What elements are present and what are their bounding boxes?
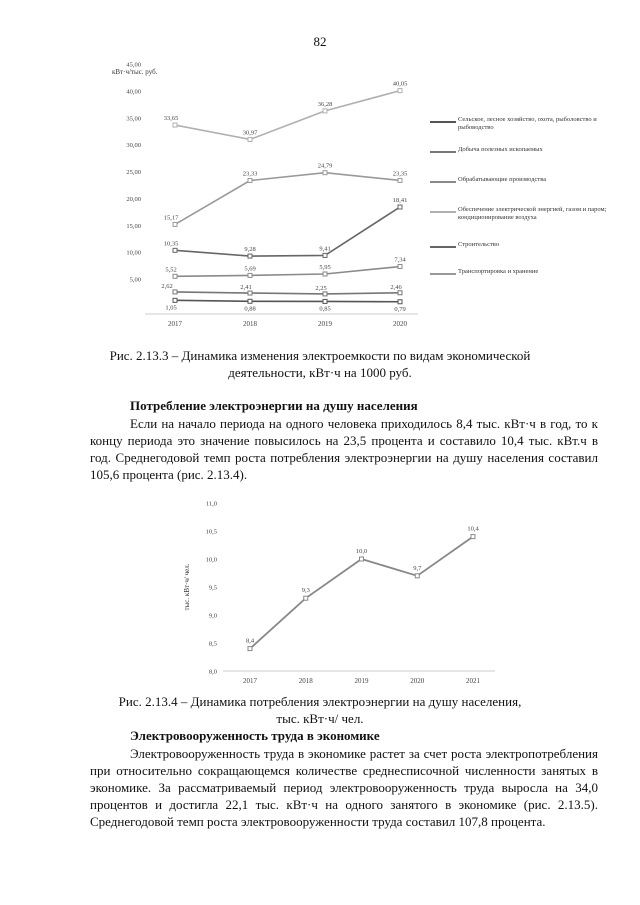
chart2-data-label: 10,0: [355, 548, 368, 555]
chart1-legend-label: Обеспечение электрической энергией, газом и паром; кондиционирование воздуха: [458, 206, 607, 221]
chart1-series-line-0: [175, 300, 400, 301]
chart1-data-label: 5,52: [165, 266, 177, 274]
chart1-data-label: 0,79: [394, 305, 406, 313]
chart2-ylabel: тыс. кВт·ч/ чел.: [183, 563, 191, 611]
chart1-data-label: 10,35: [163, 240, 179, 248]
chart1-point: [398, 205, 402, 209]
chart1-point: [323, 171, 327, 175]
chart1-legend-swatch: [430, 151, 456, 153]
chart1-point: [173, 248, 177, 252]
chart1-series-line-3: [175, 91, 400, 140]
chart1-data-label: 2,62: [161, 282, 173, 290]
chart1-point: [173, 290, 177, 294]
chart1-data-label: 9,28: [244, 246, 256, 254]
chart1-legend-label: Обрабатывающие производства: [458, 176, 547, 183]
section-heading-per-capita: Потребление электроэнергии на душу населения: [130, 398, 418, 413]
paragraph-electrification: Электровооруженность труда в экономике растет за счет роста электропотребления при относительно сокращающемся количестве среднесписочной численности занятых в экономике. За рассматриваемый период электровооруженность труда выросла на 34,0 процентов и достигла 22,1 тыс. кВт·ч на одного занятого в экономике (рис. 2.13.5). Среднегодовой темп роста электровооруженности труда составил 107,8 процента.: [90, 746, 598, 829]
chart1-data-label: 36,28: [317, 100, 333, 108]
chart1-ytick: 30,00: [126, 142, 141, 150]
chart1-legend: [430, 58, 607, 333]
chart1-point: [248, 179, 252, 183]
chart1-point: [173, 123, 177, 127]
chart1-ytick: 5,00: [129, 276, 141, 284]
chart1-point: [173, 222, 177, 226]
chart1-ytick: 15,00: [126, 222, 141, 230]
chart2-ytick: 8,0: [208, 668, 217, 676]
chart1-point: [173, 274, 177, 278]
chart1-legend-swatch: [430, 211, 456, 213]
chart1-data-label: 0,88: [244, 305, 256, 313]
chart1-legend-item: [430, 176, 608, 184]
chart1-data-label: 2,25: [315, 284, 327, 292]
chart2-xtick: 2020: [410, 677, 425, 685]
chart2-data-label: 10,4: [467, 525, 479, 533]
chart1-point: [173, 298, 177, 302]
chart1-xtick: 2019: [318, 320, 332, 328]
chart2-data-label: 9,7: [413, 564, 422, 572]
chart1-point: [398, 178, 402, 182]
figure-caption-2-13-4-line1: Рис. 2.13.4 – Динамика потребления электроэнергии на душу населения,: [118, 694, 522, 709]
chart2-ytick: 9,0: [208, 612, 217, 620]
chart1-ytick: 10,00: [126, 249, 141, 257]
chart1-data-label: 2,41: [240, 284, 252, 292]
chart2-ytick: 8,5: [208, 640, 217, 648]
chart2-xtick: 2017: [243, 677, 257, 685]
chart2-ytick: 10,5: [205, 528, 217, 536]
chart1-data-label: 5,95: [319, 264, 331, 272]
chart2-data-label: 8,4: [245, 637, 255, 645]
chart1-ytick: 40,00: [126, 88, 141, 96]
chart1-data-label: 5,69: [244, 265, 256, 273]
chart1-point: [323, 253, 327, 257]
chart1-point: [248, 254, 252, 258]
chart2-point: [360, 557, 364, 561]
chart1-legend-item: [430, 146, 608, 154]
chart1-data-label: 23,33: [242, 170, 258, 178]
chart1-legend-item: [430, 268, 608, 276]
chart1-legend-swatch: [430, 181, 456, 183]
chart1-data-label: 33,65: [163, 115, 179, 123]
chart1-xtick: 2018: [243, 320, 257, 328]
chart2-ytick: 10,0: [205, 556, 217, 564]
chart1-legend-label: Добыча полезных ископаемых: [458, 146, 543, 153]
figure-caption-2-13-4-line2: тыс. кВт·ч/ чел.: [276, 711, 364, 726]
chart1-point: [248, 137, 252, 141]
chart1-xtick: 2017: [168, 320, 182, 328]
chart1-data-label: 18,41: [392, 196, 408, 204]
chart1-data-label: 9,41: [319, 245, 331, 253]
chart1-data-label: 30,97: [242, 129, 258, 137]
chart2-point: [304, 596, 308, 600]
chart1-point: [323, 292, 327, 296]
chart1-data-label: 1,05: [165, 304, 177, 312]
section-heading-electrification: Электровооруженность труда в экономике: [130, 728, 380, 743]
chart2-ytick: 11,0: [205, 500, 217, 508]
chart1-point: [398, 265, 402, 269]
chart1-point: [248, 273, 252, 277]
chart2-ytick: 9,5: [208, 584, 217, 592]
chart1-point: [398, 291, 402, 295]
chart1-data-label: 7,34: [394, 256, 406, 264]
chart1-data-label: 15,17: [163, 214, 179, 222]
chart1-series-line-2: [175, 267, 400, 277]
chart1-legend-swatch: [430, 273, 456, 275]
chart1-point: [248, 291, 252, 295]
chart1-legend-item: [430, 206, 608, 222]
chart1-point: [323, 272, 327, 276]
chart1-series-line-1: [175, 292, 400, 294]
chart1-point: [323, 299, 327, 303]
chart1-legend-swatch: [430, 246, 456, 248]
chart1-point: [248, 299, 252, 303]
figure-caption-2-13-3: Рис. 2.13.3 – Динамика изменения электроемкости по видам экономической деятельности, кВт·ч на 1000 руб.: [109, 348, 531, 380]
chart2-data-label: 9,3: [301, 587, 310, 595]
chart1-data-label: 40,05: [392, 80, 408, 88]
chart1-point: [398, 300, 402, 304]
chart1-legend-swatch: [430, 121, 456, 123]
chart1-data-label: 24,79: [317, 162, 333, 170]
chart1-data-label: 23,35: [392, 170, 408, 178]
page-number: 82: [313, 34, 327, 49]
electro-intensity-plot: [100, 58, 430, 333]
chart1-ytick: 45,00: [126, 61, 141, 69]
chart1-legend-label: Транспортировка и хранение: [458, 268, 539, 275]
chart2-xtick: 2021: [466, 677, 480, 685]
chart2-point: [248, 647, 252, 651]
chart2-point: [415, 574, 419, 578]
chart2-xtick: 2018: [298, 677, 313, 685]
electro-intensity-chart: [100, 58, 607, 333]
chart1-legend-label: Сельское, лесное хозяйство, охота, рыболовство и рыбоводство: [458, 116, 597, 131]
chart1-ytick: 35,00: [126, 115, 141, 123]
chart1-ytick: 20,00: [126, 195, 141, 203]
chart1-series-line-4: [175, 207, 400, 256]
chart1-legend-item: [430, 241, 608, 249]
chart1-legend-item: [430, 116, 608, 132]
chart1-ytick: 25,00: [126, 169, 141, 177]
chart2-xtick: 2019: [354, 677, 369, 685]
per-capita-plot: [175, 493, 505, 688]
chart1-legend-label: Строительство: [458, 241, 500, 248]
chart1-point: [398, 89, 402, 93]
paragraph-per-capita: Если на начало периода на одного человека приходилось 8,4 тыс. кВт·ч в год, то к концу периода это значение повысилось на 23,5 процента и составило 10,4 тыс. кВт.ч в год. Среднегодовой темп роста потребления электроэнергии на душу населения составил 105,6 процента (рис. 2.13.4).: [90, 416, 598, 482]
chart1-xtick: 2020: [393, 320, 407, 328]
chart1-point: [323, 109, 327, 113]
chart1-data-label: 2,46: [390, 283, 402, 291]
chart1-data-label: 0,85: [319, 305, 331, 313]
chart2-point: [471, 535, 475, 539]
per-capita-chart: [175, 493, 505, 688]
chart1-ylabel: кВт·ч/тыс. руб.: [112, 68, 158, 76]
